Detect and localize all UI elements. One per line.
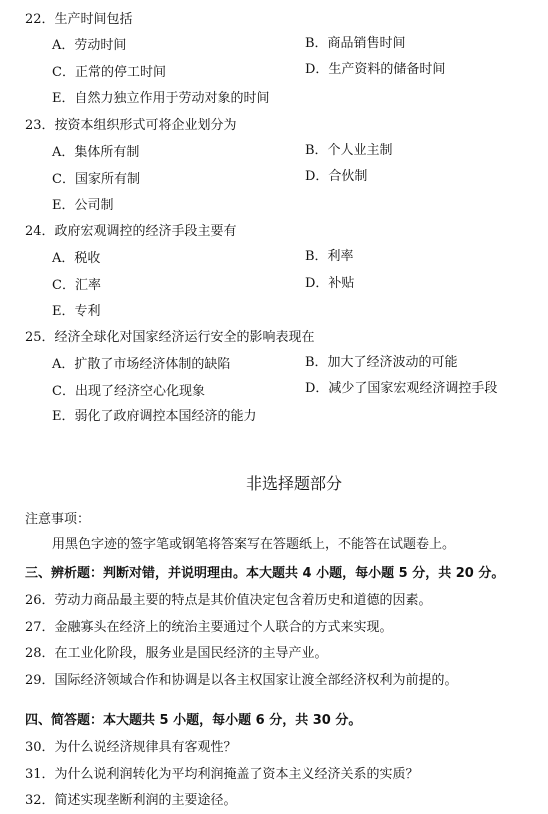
section-title: 非选择题部分 <box>245 474 342 493</box>
question-24-stem: 24．政府宏观调控的经济手段主要有 <box>25 224 237 239</box>
question-25-option-b: B．加大了经济波动的可能 <box>305 355 458 370</box>
question-23-option-b: B．个人业主制 <box>305 143 393 158</box>
part-3-heading: 三、辨析题：判断对错，并说明理由。本大题共 4 小题，每小题 5 分，共 20 分。 <box>25 566 505 581</box>
question-25-stem: 25．经济全球化对国家经济运行安全的影响表现在 <box>25 330 315 345</box>
question-23-option-c: C．国家所有制 <box>52 172 140 187</box>
question-22-option-c: C．正常的停工时间 <box>52 65 166 80</box>
question-31: 31．为什么说利润转化为平均利润掩盖了资本主义经济关系的实质？ <box>25 767 419 782</box>
notice-text: 用黑色字迹的签字笔或钢笔将答案写在答题纸上，不能答在试题卷上。 <box>52 537 456 552</box>
question-22-option-a: A．劳动时间 <box>52 38 127 53</box>
question-28: 28．在工业化阶段，服务业是国民经济的主导产业。 <box>25 646 328 661</box>
question-27: 27．金融寡头在经济上的统治主要通过个人联合的方式来实现。 <box>25 620 393 635</box>
question-24-option-c: C．汇率 <box>52 278 101 293</box>
question-25-option-e: E．弱化了政府调控本国经济的能力 <box>52 409 257 424</box>
question-24-option-d: D．补贴 <box>305 276 355 291</box>
question-25-option-d: D．减少了国家宏观经济调控手段 <box>305 381 498 396</box>
question-23-stem: 23．按资本组织形式可将企业划分为 <box>25 118 237 133</box>
question-26: 26．劳动力商品最主要的特点是其价值决定包含着历史和道德的因素。 <box>25 593 432 608</box>
question-22-stem: 22．生产时间包括 <box>25 12 133 27</box>
notice-heading: 注意事项： <box>25 512 91 527</box>
question-22-option-b: B．商品销售时间 <box>305 36 406 51</box>
question-25-option-a: A．扩散了市场经济体制的缺陷 <box>52 357 231 372</box>
question-23-option-a: A．集体所有制 <box>52 145 140 160</box>
question-23-option-d: D．合伙制 <box>305 169 368 184</box>
question-25-option-c: C．出现了经济空心化现象 <box>52 384 205 399</box>
question-29: 29．国际经济领域合作和协调是以各主权国家让渡全部经济权利为前提的。 <box>25 673 458 688</box>
question-23-option-e: E．公司制 <box>52 198 114 213</box>
question-30: 30．为什么说经济规律具有客观性？ <box>25 740 237 755</box>
question-24-option-b: B．利率 <box>305 249 354 264</box>
part-4-heading: 四、简答题：本大题共 5 小题，每小题 6 分，共 30 分。 <box>25 713 362 728</box>
question-22-option-d: D．生产资料的储备时间 <box>305 62 446 77</box>
question-24-option-a: A．税收 <box>52 251 101 266</box>
question-32: 32．简述实现垄断利润的主要途径。 <box>25 793 237 808</box>
question-22-option-e: E．自然力独立作用于劳动对象的时间 <box>52 91 270 106</box>
question-24-option-e: E．专利 <box>52 304 101 319</box>
